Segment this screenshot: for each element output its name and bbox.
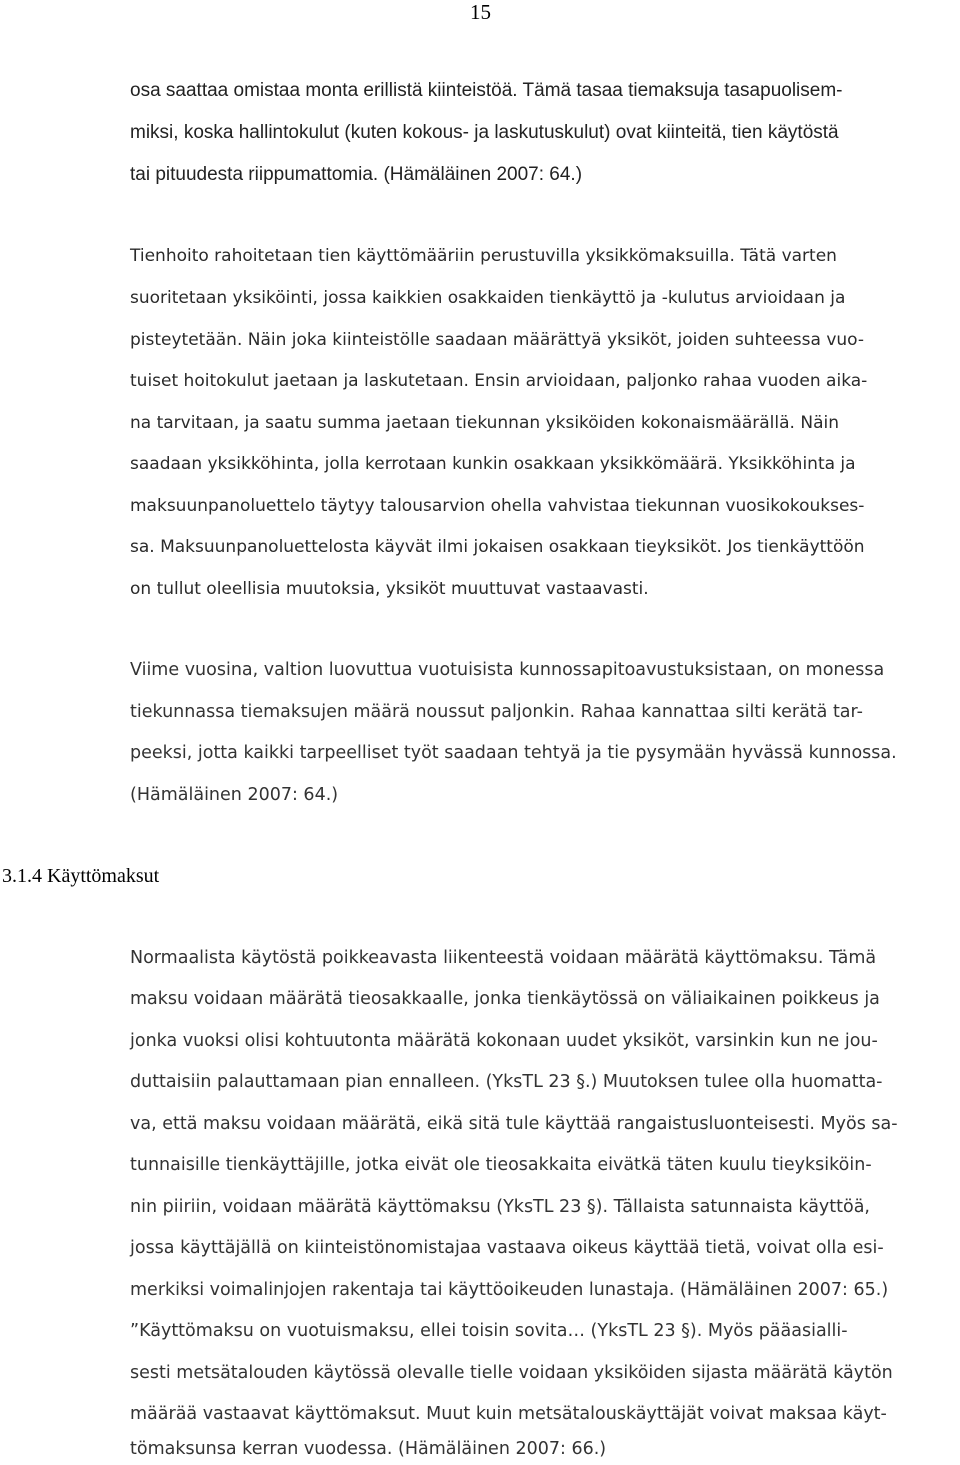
text-line: va, että maksu voidaan määrätä, eikä sitä tule käyttää rangaistusluonteisesti. Myös sa- [130, 1114, 898, 1134]
text-line: duttaisiin palauttamaan pian ennalleen. (YksTL 23 §.) Muutoksen tulee olla huomatta- [130, 1072, 883, 1092]
section-heading: 3.1.4 Käyttömaksut [2, 865, 160, 887]
text-line: miksi, koska hallintokulut (kuten kokous- ja laskutuskulut) ovat kiinteitä, tien käytöstä [130, 122, 839, 143]
text-line: osa saattaa omistaa monta erillistä kiinteistöä. Tämä tasaa tiemaksuja tasapuolisem- [130, 80, 843, 101]
text-line: suoritetaan yksiköinti, jossa kaikkien osakkaiden tienkäyttö ja -kulutus arvioidaan ja [130, 288, 846, 308]
text-line: on tullut oleellisia muutoksia, yksiköt muuttuvat vastaavasti. [130, 579, 649, 599]
text-line: Normaalista käytöstä poikkeavasta liikenteestä voidaan määrätä käyttömaksu. Tämä [130, 948, 877, 968]
text-line: Viime vuosina, valtion luovuttua vuotuisista kunnossapitoavustuksistaan, on monessa [130, 660, 885, 680]
text-line: ”Käyttömaksu on vuotuismaksu, ellei toisin sovita… (YksTL 23 §). Myös pääasialli- [130, 1321, 848, 1341]
text-line: peeksi, jotta kaikki tarpeelliset työt saadaan tehtyä ja tie pysymään hyvässä kunnossa. [130, 743, 897, 763]
text-line: sesti metsätalouden käytössä olevalle tielle voidaan yksiköiden sijasta määrätä käytön [130, 1363, 893, 1383]
text-line: määrää vastaavat käyttömaksut. Muut kuin metsätalouskäyttäjät voivat maksaa käyt- [130, 1404, 887, 1424]
text-line: tiekunnassa tiemaksujen määrä noussut paljonkin. Rahaa kannattaa silti kerätä tar- [130, 702, 863, 722]
text-line: Tienhoito rahoitetaan tien käyttömääriin perustuvilla yksikkömaksuilla. Tätä varten [130, 246, 837, 266]
text-line: (Hämäläinen 2007: 64.) [130, 785, 339, 805]
text-line: sa. Maksuunpanoluettelosta käyvät ilmi jokaisen osakkaan tieyksiköt. Jos tienkäyttöön [130, 537, 865, 557]
text-line: tuiset hoitokulut jaetaan ja laskutetaan. Ensin arvioidaan, paljonko rahaa vuoden aika- [130, 371, 868, 391]
text-line: tunnaisille tienkäyttäjille, jotka eivät ole tieosakkaita eivätkä täten kuulu tieyksiköin- [130, 1155, 872, 1175]
text-line: maksu voidaan määrätä tieosakkaalle, jonka tienkäytössä on väliaikainen poikkeus ja [130, 989, 880, 1009]
text-line: tömaksunsa kerran vuodessa. (Hämäläinen 2007: 66.) [130, 1439, 607, 1459]
text-line: nin piiriin, voidaan määrätä käyttömaksu (YksTL 23 §). Tällaista satunnaista käyttöä, [130, 1197, 870, 1217]
text-line: saadaan yksikköhinta, jolla kerrotaan kunkin osakkaan yksikkömäärä. Yksikköhinta ja [130, 454, 856, 474]
text-line: jossa käyttäjällä on kiinteistönomistajaa vastaava oikeus käyttää tietä, voivat olla esi- [130, 1238, 884, 1258]
text-line: maksuunpanoluettelo täytyy talousarvion ohella vahvistaa tiekunnan vuosikokoukses- [130, 496, 865, 516]
text-line: merkiksi voimalinjojen rakentaja tai käyttöoikeuden lunastaja. (Hämäläinen 2007: 65.) [130, 1280, 889, 1300]
text-line: jonka vuoksi olisi kohtuutonta määrätä kokonaan uudet yksiköt, varsinkin kun ne jou- [130, 1031, 878, 1051]
text-line: pisteytetään. Näin joka kiinteistölle saadaan määrättyä yksiköt, joiden suhteessa vuo- [130, 330, 865, 350]
page-number: 15 [470, 0, 491, 24]
text-line: na tarvitaan, ja saatu summa jaetaan tiekunnan yksiköiden kokonaismäärällä. Näin [130, 413, 839, 433]
text-line: tai pituudesta riippumattomia. (Hämäläinen 2007: 64.) [130, 164, 583, 185]
